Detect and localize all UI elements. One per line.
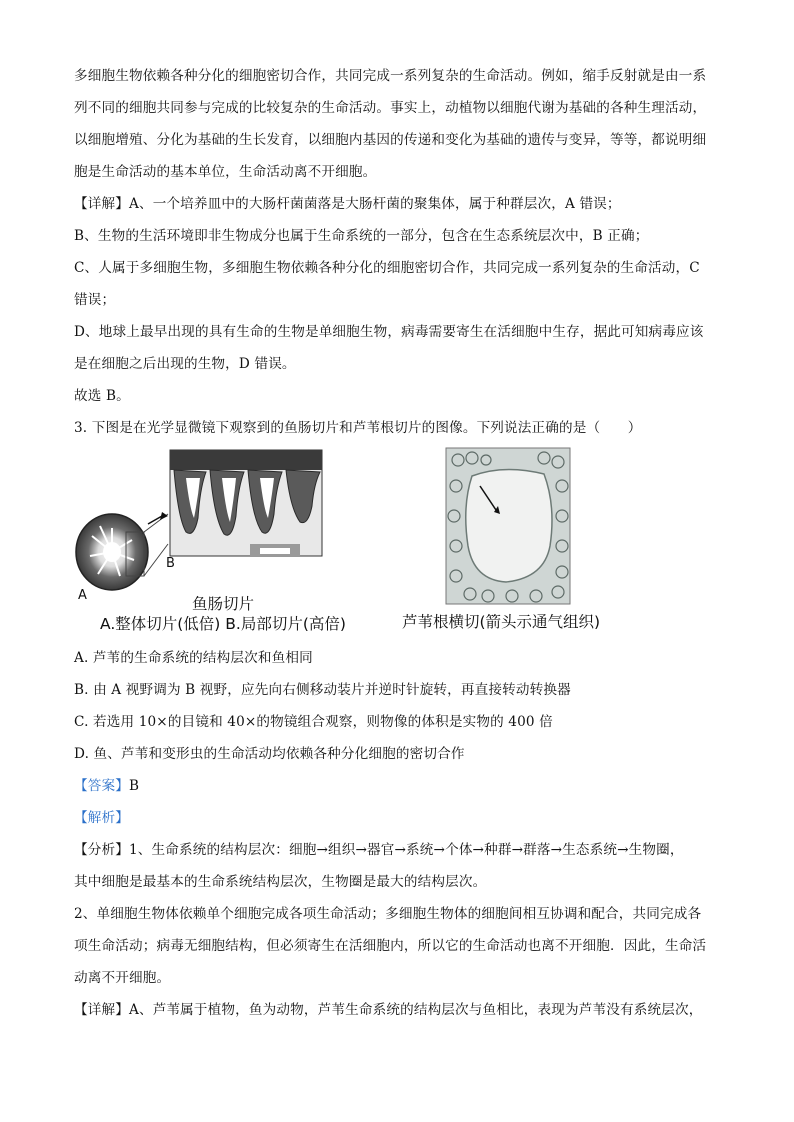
reed-figure-caption: 芦苇根横切(箭头示通气组织) xyxy=(402,613,601,631)
analysis-sub-tag: 【分析】 xyxy=(74,842,129,858)
label-b: B xyxy=(166,556,175,571)
text-line: B、生物的生活环境即非生物成分也属于生命系统的一部分，包含在生态系统层次中，B 正确； xyxy=(74,228,649,244)
option-b: B. 由 A 视野调为 B 视野，应先向右侧移动装片并逆时针旋转，再直接转动转换器 xyxy=(74,682,571,698)
detail-line: 【详解】A、一个培养皿中的大肠杆菌菌落是大肠杆菌的聚集体，属于种群层次，A 错误； xyxy=(74,196,621,212)
analysis-tag: 【解析】 xyxy=(74,810,129,826)
text-line: 胞是生命活动的基本单位，生命活动离不开细胞。 xyxy=(74,164,377,180)
text-line: 列不同的细胞共同参与完成的比较复杂的生命活动。事实上，动植物以细胞代谢为基础的各种生理活动， xyxy=(74,100,707,116)
answer-tag: 【答案】 xyxy=(74,778,129,794)
text-line: 是在细胞之后出现的生物，D 错误。 xyxy=(74,356,296,372)
option-a: A. 芦苇的生命系统的结构层次和鱼相同 xyxy=(74,650,313,666)
text-line: 以细胞增殖、分化为基础的生长发育，以细胞内基因的传递和变化为基础的遗传与变异，等等，都说明细 xyxy=(74,132,707,148)
text-line: 动离不开细胞。 xyxy=(74,970,171,986)
text-line: 2、单细胞生物体依赖单个细胞完成各项生命活动；多细胞生物体的细胞间相互协调和配合，共同完成各 xyxy=(74,906,702,922)
question-stem: 3. 下图是在光学显微镜下观察到的鱼肠切片和芦苇根切片的图像。下列说法正确的是（ ） xyxy=(74,420,642,436)
text-line: 其中细胞是最基本的生命系统结构层次，生物圈是最大的结构层次。 xyxy=(74,874,487,890)
reed-root-micrograph xyxy=(394,446,624,606)
text-line: 故选 B。 xyxy=(74,388,130,404)
reed-root-figure xyxy=(394,446,624,636)
fish-intestine-figure xyxy=(74,448,364,638)
fish-figure-caption: A.整体切片(低倍) B.局部切片(高倍) xyxy=(100,615,346,633)
fish-figure-title: 鱼肠切片 xyxy=(192,595,255,613)
answer-line xyxy=(74,776,734,796)
text-line: 项生命活动；病毒无细胞结构，但必须寄生在活细胞内，所以它的生命活动也离不开细胞．因此，生命活 xyxy=(74,938,707,954)
option-d: D. 鱼、芦苇和变形虫的生命活动均依赖各种分化细胞的密切合作 xyxy=(74,746,465,762)
detail-line: 【详解】A、芦苇属于植物，鱼为动物，芦苇生命系统的结构层次与鱼相比，表现为芦苇没有系统层次， xyxy=(74,1002,703,1018)
option-c: C. 若选用 10×的目镜和 40×的物镜组合观察，则物像的体积是实物的 400 倍 xyxy=(74,714,553,730)
label-a: A xyxy=(78,588,87,603)
detail-tag: 【详解】 xyxy=(74,196,129,212)
text-line: C、人属于多细胞生物，多细胞生物依赖各种分化的细胞密切合作，共同完成一系列复杂的生命活动，C xyxy=(74,260,700,276)
answer-value: B xyxy=(128,778,140,794)
analysis-line: 【分析】1、生命系统的结构层次：细胞→组织→器官→系统→个体→种群→群落→生态系统→生物圈， xyxy=(74,842,684,858)
text-line: 多细胞生物依赖各种分化的细胞密切合作，共同完成一系列复杂的生命活动。例如，缩手反射就是由一系 xyxy=(74,68,707,84)
text-line: D、地球上最早出现的具有生命的生物是单细胞生物，病毒需要寄生在活细胞中生存，据此可知病毒应该 xyxy=(74,324,704,340)
detail-tag: 【详解】 xyxy=(74,1002,129,1018)
text-line: 错误； xyxy=(74,292,116,308)
